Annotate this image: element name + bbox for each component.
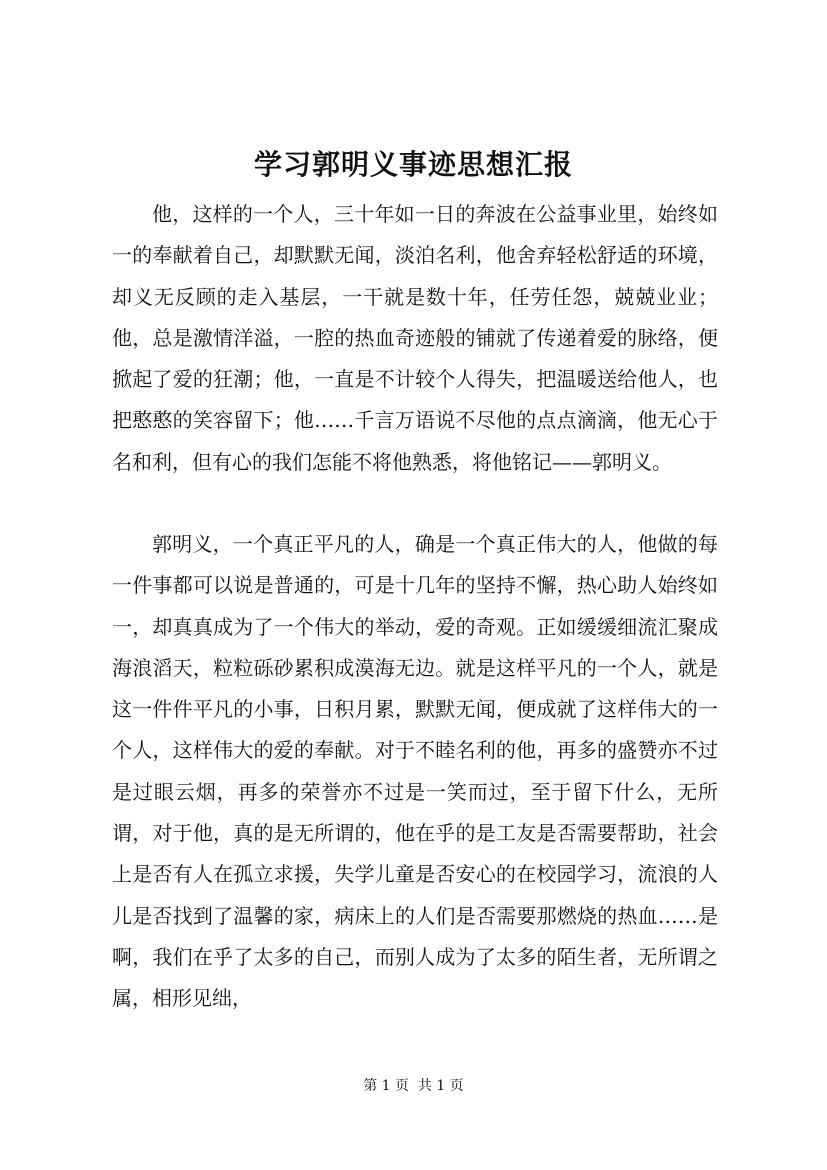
- paragraph-2: 郭明义，一个真正平凡的人，确是一个真正伟大的人，他做的每一件事都可以说是普通的，可是十几年的坚持不懈，热心助人始终如一，却真真成为了一个伟大的举动，爱的奇观。正如缓缓细流汇聚成海浪滔天，粒粒砾砂累积成漠海无边。就是这样平凡的一个人，就是这一件件平凡的小事，日积月累，默默无闻，便成就了这样伟大的一个人，这样伟大的爱的奉献。对于不睦名利的他，再多的盛赞亦不过是过眼云烟，再多的荣誉亦不过是一笑而过，至于留下什么，无所谓，对于他，真的是无所谓的，他在乎的是工友是否需要帮助，社会上是否有人在孤立求援，失学儿童是否安心的在校园学习，流浪的人儿是否找到了温馨的家，病床上的人们是否需要那燃烧的热血……是啊，我们在乎了太多的自己，而别人成为了太多的陌生者，无所谓之属，相形见绌，: [112, 532, 718, 1011]
- paragraph-1: 他，这样的一个人，三十年如一日的奔波在公益事业里，始终如一的奉献着自己，却默默无闻，淡泊名利，他舍弃轻松舒适的环境，却义无反顾的走入基层，一干就是数十年，任劳任怨，兢兢业业；他，总是激情洋溢，一腔的热血奇迹般的铺就了传递着爱的脉络，便掀起了爱的狂潮；他，一直是不计较个人得失，把温暖送给他人，也把憨憨的笑容留下；他……千言万语说不尽他的点点滴滴，他无心于名和利，但有心的我们怎能不将他熟悉，将他铭记——郭明义。: [112, 202, 718, 474]
- page-number-label: 第 1 页 共 1 页: [363, 1078, 464, 1094]
- document-title: 学习郭明义事迹思想汇报: [253, 148, 573, 181]
- document-body: [112, 194, 718, 1020]
- page-footer: [0, 1076, 827, 1096]
